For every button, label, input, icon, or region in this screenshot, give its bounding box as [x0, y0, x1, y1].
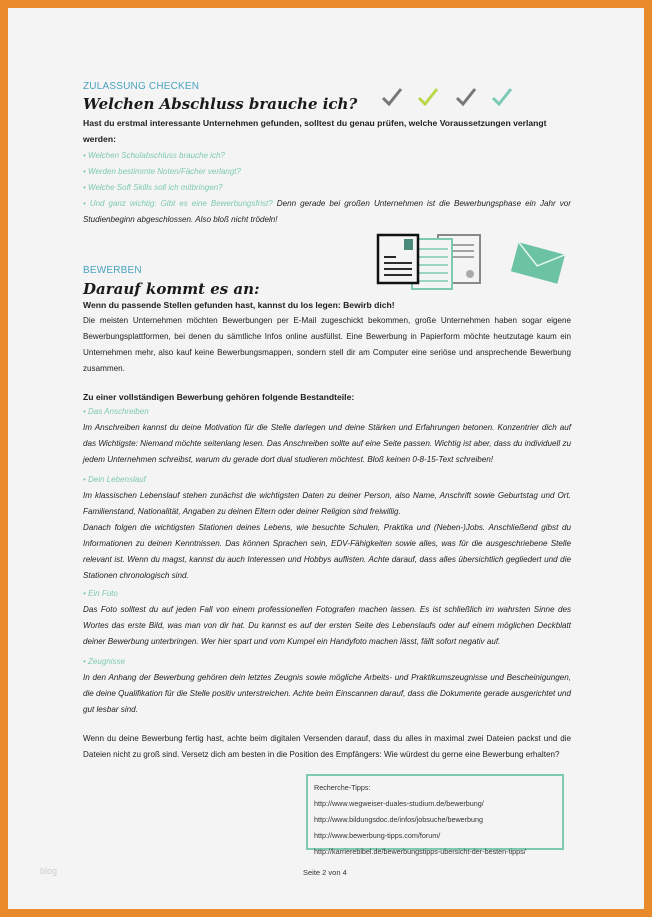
- requirements-list: [83, 148, 571, 228]
- parts-heading: Zu einer vollständigen Bewerbung gehören folgende Bestandteile:: [83, 392, 355, 402]
- envelope-icon: [508, 242, 568, 284]
- part-label: • Das Anschreiben: [83, 404, 571, 420]
- part-text: Im klassischen Lebenslauf stehen zunächst die wichtigsten Daten zu deiner Person, also Name, Anschrift sowie Geburtstag und Ort. Familienstand, Nationalität, Angaben zu deinen Eltern oder deiner Religion sind freiwillig.: [83, 491, 571, 516]
- list-item-text: Denn gerade bei großen Unternehmen ist die Bewerbungsphase ein Jahr vor Studienbeginn abgeschlossen. Also bloß nicht trödeln!: [83, 199, 571, 224]
- part-anschreiben: [83, 404, 571, 468]
- section-kicker: ZULASSUNG CHECKEN: [83, 81, 200, 92]
- section-lead: Wenn du passende Stellen gefunden hast, kannst du los legen: Bewirb dich!: [83, 300, 395, 310]
- section-kicker: BEWERBEN: [83, 265, 142, 276]
- tips-heading: Recherche-Tipps:: [314, 783, 371, 792]
- part-text: Danach folgen die wichtigsten Stationen deines Lebens, wie besuchte Schulen, Praktika und (Neben-)Jobs. Anschließend gibst du Informationen zu deinen Kenntnissen. Das können Sprachen sein, EDV-Fähigkeiten sowie alles, was für die ausgeschriebene Stelle relevant ist. Wenn du magst, kannst du auch Interessen und Hobbys auflisten. Achte darauf, dass alles übersichtlich gegliedert und die Stationen chronologisch sind.: [83, 523, 571, 580]
- section-lead: Hast du erstmal interessante Unternehmen gefunden, solltest du genau prüfen, welche Voraussetzungen verlangt werden:: [83, 118, 547, 144]
- tip-link[interactable]: http://karrierebibel.de/bewerbungstipps-ubersicht-der-besten-tipps/: [314, 847, 526, 856]
- list-item: • Und ganz wichtig: Gibt es eine Bewerbungsfrist?: [83, 199, 273, 208]
- tip-link[interactable]: http://www.wegweiser-duales-studium.de/bewerbung/: [314, 799, 484, 808]
- list-item: • Welche Soft Skills soll ich mitbringen?: [83, 180, 571, 196]
- closing-paragraph: Wenn du deine Bewerbung fertig hast, achte beim digitalen Versenden darauf, dass du alles in maximal zwei Dateien packst und die Dateien nicht zu groß sind. Versetz dich am besten in die Position des Empfängers: Wie würdest du gerne eine Bewerbung erhalten?: [83, 734, 571, 759]
- part-label: • Dein Lebenslauf: [83, 472, 571, 488]
- watermark: blog: [40, 866, 58, 876]
- part-label: • Zeugnisse: [83, 654, 571, 670]
- list-item: • Werden bestimmte Noten/Fächer verlangt?: [83, 164, 571, 180]
- part-lebenslauf: [83, 472, 571, 584]
- intro-paragraph: Die meisten Unternehmen möchten Bewerbungen per E-Mail zugeschickt bekommen, große Unternehmen haben sogar eigene Bewerbungsplattformen, bei denen du sämtliche Infos online ausfüllst. Eine Bewerbung in Papierform möchte heutzutage kaum ein Unternehmen mehr, also kauf keine Bewerbungsmappen, sondern stell dir am Computer eine seriöse und ansprechende Bewerbung zusammen.: [83, 316, 571, 373]
- part-text: In den Anhang der Bewerbung gehören dein letztes Zeugnis sowie mögliche Arbeits- und Praktikumszeugnisse und Bescheinigungen, die deine Qualifikation für die Stelle positiv unterstreichen. Achte beim Einscannen darauf, dass die Dokumente gerade ausgerichtet und gut lesbar sind.: [83, 673, 571, 714]
- part-text: Das Foto solltest du auf jeden Fall von einem professionellen Fotografen machen lassen. Es ist schließlich im wahrsten Sinne des Wortes das erste Bild, was man von dir hat. Du kannst es auf der ersten Seite des Lebenslaufs oder auf einem möglichen Deckblatt deiner Bewerbung unterbringen. Wer hier spart und vom Kumpel ein Handyfoto machen lässt, fällt sofort negativ auf.: [83, 605, 571, 646]
- section-title: Darauf kommt es an:: [83, 280, 260, 298]
- page-number: Seite 2 von 4: [303, 868, 347, 877]
- part-foto: [83, 586, 571, 650]
- section-title: Welchen Abschluss brauche ich?: [83, 95, 358, 113]
- part-zeugnisse: [83, 654, 571, 718]
- list-item: • Welchen Schulabschluss brauche ich?: [83, 148, 571, 164]
- document-page: [8, 8, 644, 909]
- part-label: • Ein Foto: [83, 586, 571, 602]
- research-tips-box: [306, 774, 564, 856]
- tip-link[interactable]: http://www.bildungsdoc.de/infos/jobsuche/bewerbung: [314, 815, 484, 824]
- tip-link[interactable]: http://www.bewerbung-tipps.com/forum/: [314, 831, 441, 840]
- part-text: Im Anschreiben kannst du deine Motivation für die Stelle darlegen und deine Stärken und Erfahrungen betonen. Konzentrier dich auf das Wichtigste: Niemand möchte seitenlang lesen. Das Anschreiben sollte auf eine Seite passen. Wichtig ist aber, dass du individuell zu jedem Unternehmen schreibst, warum du gerade dort dual studieren möchtest. Bloß keinen 0-8-15-Text schreiben!: [83, 423, 571, 464]
